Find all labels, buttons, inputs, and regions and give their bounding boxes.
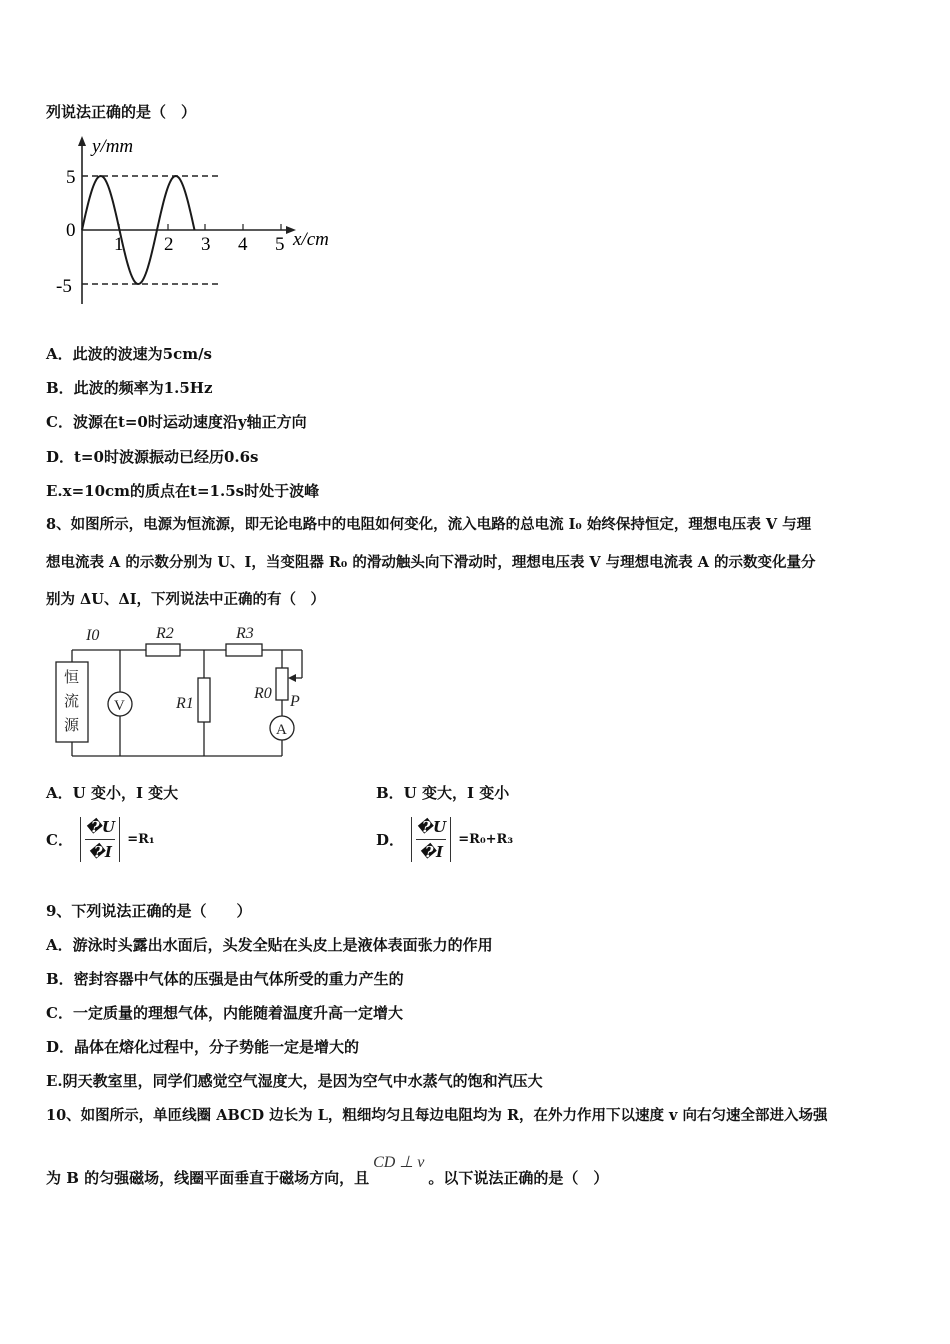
q8-option-c-fraction — [80, 817, 120, 862]
resistor-r2 — [146, 644, 180, 656]
source-char-1: 恒 — [64, 670, 80, 686]
q8-option-a: A．U 变小，I 变大 — [46, 784, 179, 802]
y-tick-5: 5 — [66, 167, 76, 188]
circuit-diagram — [50, 622, 320, 762]
q8-option-b: B．U 变大，I 变小 — [376, 784, 510, 802]
q7-option-e: E.x=10cm的质点在t=1.5s时处于波峰 — [46, 482, 320, 500]
q9-option-e: E.阴天教室里，同学们感觉空气湿度大，是因为空气中水蒸气的饱和汽压大 — [46, 1072, 543, 1090]
wave-graph — [50, 132, 350, 312]
label-r0: R0 — [254, 685, 272, 702]
source-char-2: 流 — [64, 694, 80, 710]
x-tick-3: 3 — [201, 234, 211, 255]
voltmeter-label: V — [114, 698, 125, 714]
q8-option-c — [46, 817, 155, 862]
q10-formula: CD ⊥ v — [373, 1154, 425, 1171]
x-tick-4: 4 — [238, 234, 248, 255]
ammeter-label: A — [276, 722, 287, 738]
q9-option-b: B．密封容器中气体的压强是由气体所受的重力产生的 — [46, 970, 404, 988]
q8-option-d-fraction — [411, 817, 451, 862]
q10-stem-line1: 10、如图所示，单匝线圈 ABCD 边长为 L，粗细均匀且每边电阻均为 R，在外力作用下以速度 v 向右匀速全部进入场强 — [46, 1107, 828, 1124]
label-r1: R1 — [176, 695, 194, 712]
q9-stem: 9、下列说法正确的是（ ） — [46, 902, 252, 920]
q10-stem-line2 — [46, 1152, 609, 1187]
q8-option-c-numerator: �U — [85, 817, 115, 840]
q9-option-a: A．游泳时头露出水面后，头发全贴在头皮上是液体表面张力的作用 — [46, 936, 493, 954]
q8-stem-line1: 8、如图所示，电源为恒流源，即无论电路中的电阻如何变化，流入电路的总电流 I₀ 始终保持恒定，理想电压表 V 与理 — [46, 516, 812, 533]
q8-option-d-denominator: �I — [419, 843, 443, 861]
q7-option-b: B．此波的频率为1.5Hz — [46, 379, 213, 397]
q8-stem-line2: 想电流表 A 的示数分别为 U、I，当变阻器 R₀ 的滑动触头向下滑动时，理想电压表 V 与理想电流表 A 的示数变化量分 — [46, 554, 816, 571]
x-tick-1: 1 — [114, 234, 124, 255]
rheostat-r0 — [276, 668, 288, 700]
y-axis-label: y/mm — [92, 136, 134, 157]
q8-option-d — [376, 817, 513, 862]
resistor-r3 — [226, 644, 262, 656]
y-tick-neg5: -5 — [56, 276, 72, 297]
y-tick-0: 0 — [66, 220, 76, 241]
q8-option-c-denominator: �I — [88, 843, 112, 861]
q8-option-d-suffix: =R₀+R₃ — [458, 831, 514, 847]
label-i0: I0 — [86, 627, 100, 644]
q9-option-c: C．一定质量的理想气体，内能随着温度升高一定增大 — [46, 1004, 403, 1022]
q10-stem-line2-b: 。以下说法正确的是（ ） — [428, 1169, 609, 1187]
q10-stem-line2-a: 为 B 的匀强磁场，线圈平面垂直于磁场方向，且 — [46, 1169, 370, 1187]
q7-option-a: A．此波的波速为5cm/s — [46, 345, 213, 363]
q8-stem-line3: 别为 ΔU、ΔI，下列说法中正确的有（ ） — [46, 591, 325, 608]
label-r3: R3 — [236, 625, 254, 642]
q7-option-d: D．t=0时波源振动已经历0.6s — [46, 448, 259, 466]
q7-option-c: C．波源在t=0时运动速度沿y轴正方向 — [46, 413, 307, 431]
source-char-3: 源 — [64, 718, 80, 734]
resistor-r1 — [198, 678, 210, 722]
x-tick-2: 2 — [164, 234, 174, 255]
q9-option-d: D．晶体在熔化过程中，分子势能一定是增大的 — [46, 1038, 360, 1056]
q8-option-d-prefix: D． — [376, 830, 405, 849]
x-tick-5: 5 — [275, 234, 285, 255]
q8-option-c-prefix: C． — [46, 830, 73, 849]
q7-stem-tail: 列说法正确的是（ ） — [46, 103, 197, 121]
q8-option-c-suffix: =R₁ — [127, 831, 155, 847]
label-r2: R2 — [156, 625, 174, 642]
label-p: P — [290, 693, 300, 710]
q8-option-d-numerator: �U — [416, 817, 446, 840]
x-axis-label: x/cm — [293, 229, 329, 250]
